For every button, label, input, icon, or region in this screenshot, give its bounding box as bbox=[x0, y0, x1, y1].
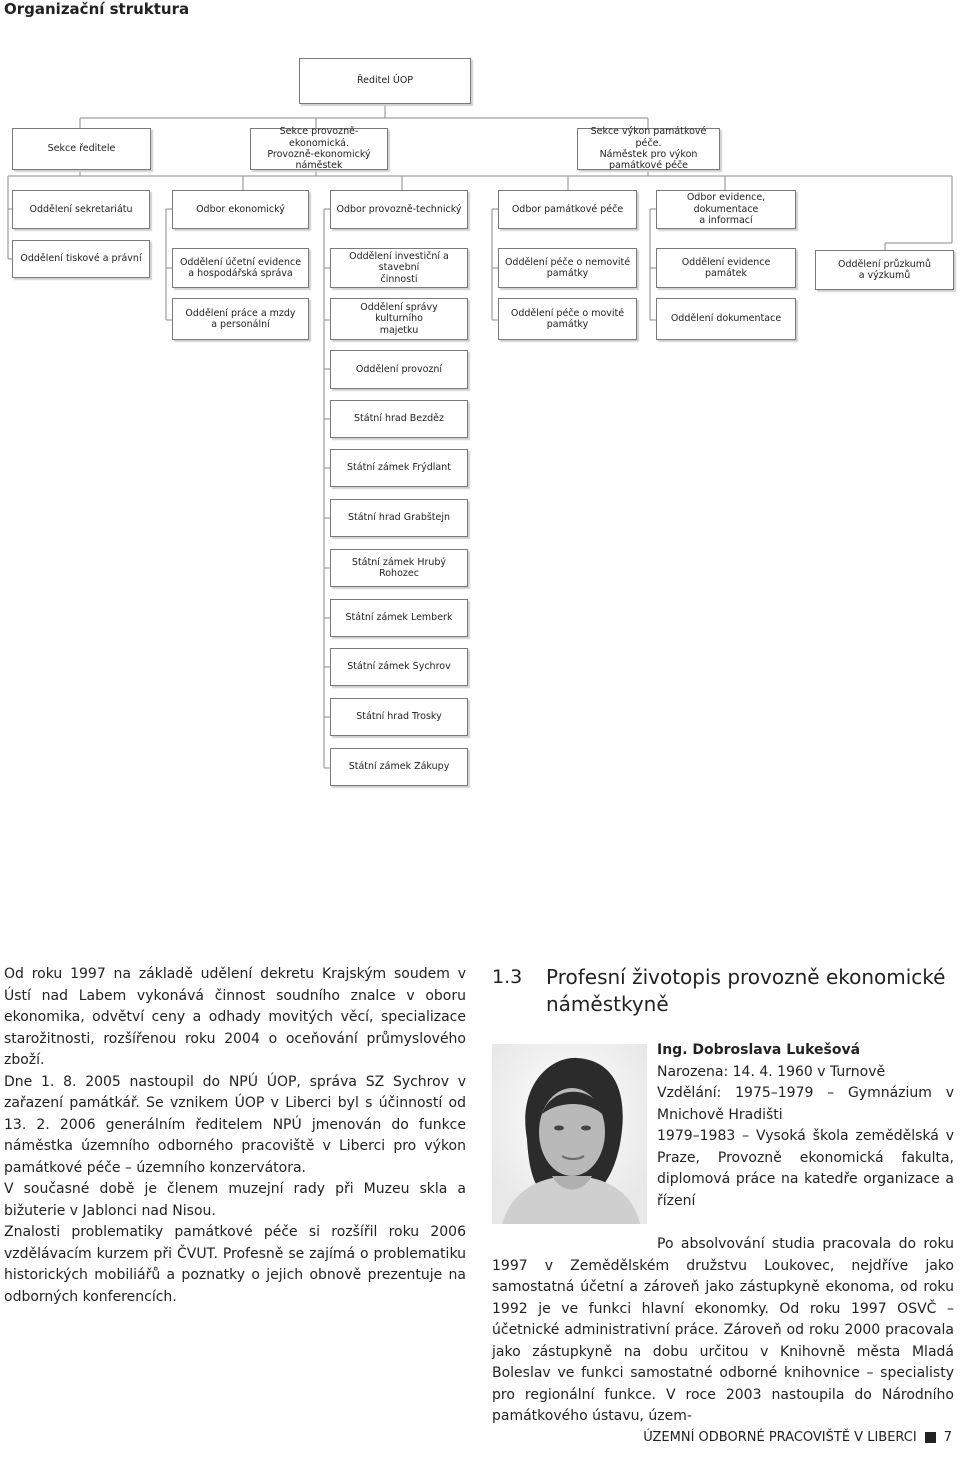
org-box-castle: Státní hrad Trosky bbox=[330, 698, 468, 736]
page-footer bbox=[643, 1430, 952, 1445]
org-box-castle: Státní hrad Bezděz bbox=[330, 400, 468, 438]
org-box-section: Sekce ředitele bbox=[12, 128, 151, 170]
left-column-text bbox=[4, 964, 466, 1308]
org-box-castle: Státní zámek Sychrov bbox=[330, 648, 468, 686]
page-number: 7 bbox=[943, 1430, 952, 1445]
org-box-department: Oddělení průzkumů a výzkumů bbox=[815, 250, 954, 290]
section-title: Profesní životopis provozně ekonomické náměstkyně bbox=[546, 965, 946, 1016]
footer-label: ÚZEMNÍ ODBORNÉ PRACOVIŠTĚ V LIBERCI bbox=[643, 1430, 917, 1445]
paragraph: Od roku 1997 na základě udělení dekretu Krajským soudem v Ústí nad Labem vykonává činnost soudního znalce v oboru ekonomika, odvětví ceny a odhady movitých věcí, specializace starožitnosti, rozšířenou roku 2004 o oceňování průmyslového zboží. bbox=[4, 966, 466, 1068]
org-box-castle: Státní zámek Hrubý Rohozec bbox=[330, 549, 468, 587]
org-box-department: Odbor provozně-technický bbox=[330, 190, 468, 229]
org-box-department: Oddělení tiskové a právní bbox=[12, 240, 150, 278]
org-box-department: Oddělení investiční a stavební činnosti bbox=[330, 248, 468, 288]
org-box-department: Oddělení sekretariátu bbox=[12, 190, 150, 229]
org-box-department: Oddělení účetní evidence a hospodářská správa bbox=[172, 248, 309, 288]
org-box-section: Sekce provozně-ekonomická. Provozně-ekonomický náměstek bbox=[250, 128, 388, 170]
org-box-department: Oddělení správy kulturního majetku bbox=[330, 298, 468, 340]
paragraph: Dne 1. 8. 2005 nastoupil do NPÚ ÚOP, správa SZ Sychrov v zařazení památkář. Se vznikem ÚOP v Liberci byl s účinností od 13. 2. 2006 generálním ředitelem NPÚ jmenován do funkce náměstka územního odborného pracoviště v Liberci pro výkon památkové péče – územního konzervátora. bbox=[4, 1073, 466, 1176]
bio-continuation bbox=[492, 1234, 954, 1428]
education-2: 1979–1983 – Vysoká škola zemědělská v Praze, Provozně ekonomická fakulta, diplomová práce na katedře organizace a řízení bbox=[657, 1128, 954, 1209]
person-name: Ing. Dobroslava Lukešová bbox=[657, 1042, 861, 1058]
portrait-photo bbox=[492, 1044, 647, 1224]
org-box-castle: Státní zámek Frýdlant bbox=[330, 449, 468, 487]
org-box-section: Sekce výkon památkové péče. Náměstek pro výkon památkové péče bbox=[577, 128, 720, 170]
org-box-department: Oddělení dokumentace bbox=[656, 298, 796, 340]
bio-details bbox=[657, 1040, 954, 1212]
org-box-department: Oddělení práce a mzdy a personální bbox=[172, 298, 309, 340]
org-box-department: Oddělení provozní bbox=[330, 350, 468, 389]
square-icon bbox=[925, 1432, 936, 1443]
section-number: 1.3 bbox=[492, 966, 523, 988]
paragraph: Znalosti problematiky památkové péče si rozšířil roku 2006 vzdělávacím kurzem při ČVUT. Profesně se zajímá o problematiku historických mobiliářů a poznatky o jejich obnově prezentuje na odborných konferencích. bbox=[4, 1224, 466, 1305]
org-box-department: Oddělení péče o nemovité památky bbox=[498, 248, 637, 288]
education-1: Vzdělání: 1975–1979 – Gymnázium v Mnichově Hradišti bbox=[657, 1085, 954, 1123]
org-box-department: Oddělení péče o movité památky bbox=[498, 298, 637, 340]
org-box-department: Odbor evidence, dokumentace a informací bbox=[656, 190, 796, 229]
org-box-castle: Státní hrad Grabštejn bbox=[330, 499, 468, 537]
birth-info: Narozena: 14. 4. 1960 v Turnově bbox=[657, 1063, 886, 1080]
org-box-director: Ředitel ÚOP bbox=[299, 58, 471, 104]
org-box-department: Odbor ekonomický bbox=[172, 190, 309, 229]
paragraph: V současné době je členem muzejní rady při Muzeu skla a bižuterie v Jablonci nad Nisou. bbox=[4, 1181, 466, 1219]
page-title: Organizační struktura bbox=[4, 0, 190, 18]
org-box-department: Odbor památkové péče bbox=[498, 190, 637, 229]
org-box-castle: Státní zámek Lemberk bbox=[330, 599, 468, 637]
paragraph: Po absolvování studia pracovala do roku 1997 v Zemědělském družstvu Loukovec, nejdříve jako samostatná účetní a zároveň jako zástupkyně ekonoma, od roku 1992 je ve funkci hlavní ekonomky. Od roku 1997 OSVČ – účetnické administrativní práce. Zároveň od roku 2000 pracovala jako zástupkyně na dobu určitou v Knihovně města Mladá Boleslav ve funkci samostatné odborné knihovnice – specialisty pro regionální funkce. V roce 2003 nastoupila do Národního památkového ústavu, územ- bbox=[492, 1236, 954, 1424]
org-box-department: Oddělení evidence památek bbox=[656, 248, 796, 288]
org-box-castle: Státní zámek Zákupy bbox=[330, 748, 468, 786]
